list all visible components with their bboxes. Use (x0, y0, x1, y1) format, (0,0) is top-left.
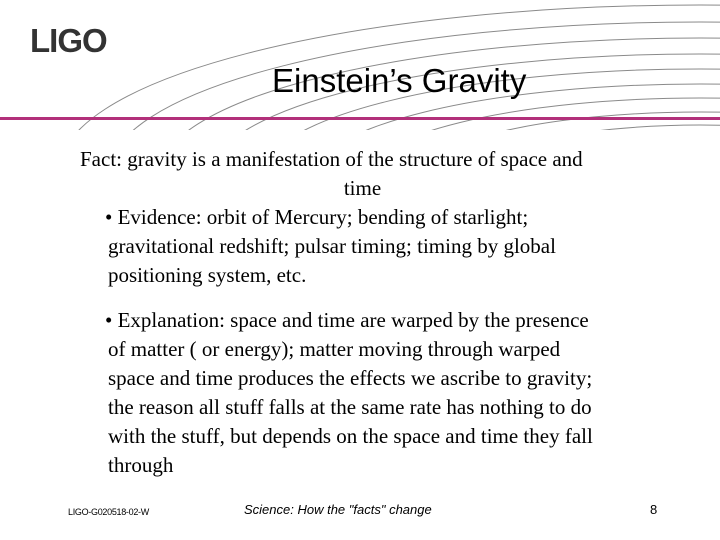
bullet-line: through (108, 453, 174, 477)
bullet-line: space and time produces the effects we ascribe to gravity; (108, 366, 593, 390)
fact-line: Fact: gravity is a manifestation of the structure of space and (80, 147, 583, 171)
footer-title: Science: How the "facts" change (244, 502, 432, 517)
bullet-line: of matter ( or energy); matter moving through warped (108, 337, 561, 361)
logo-text: LIGO (30, 22, 107, 59)
bullet-line: gravitational redshift; pulsar timing; timing by global (108, 234, 556, 258)
bullet-line: the reason all stuff falls at the same rate has nothing to do (108, 395, 592, 419)
bullet-line: with the stuff, but depends on the space and time they fall (108, 424, 593, 448)
bullet-line: • Evidence: orbit of Mercury; bending of starlight; (105, 205, 529, 229)
explanation-bullet (105, 306, 680, 480)
footer-doc-id: LIGO-G020518-02-W (68, 507, 149, 517)
page-number: 8 (650, 502, 658, 517)
fact-line: time (343, 176, 382, 200)
bullet-line: positioning system, etc. (108, 263, 307, 287)
bullet-line: • Explanation: space and time are warped by the presence (105, 308, 589, 332)
title-divider (0, 117, 720, 120)
evidence-bullet (105, 203, 678, 290)
slide-title: Einstein’s Gravity (272, 62, 527, 99)
fact-paragraph (80, 145, 660, 203)
